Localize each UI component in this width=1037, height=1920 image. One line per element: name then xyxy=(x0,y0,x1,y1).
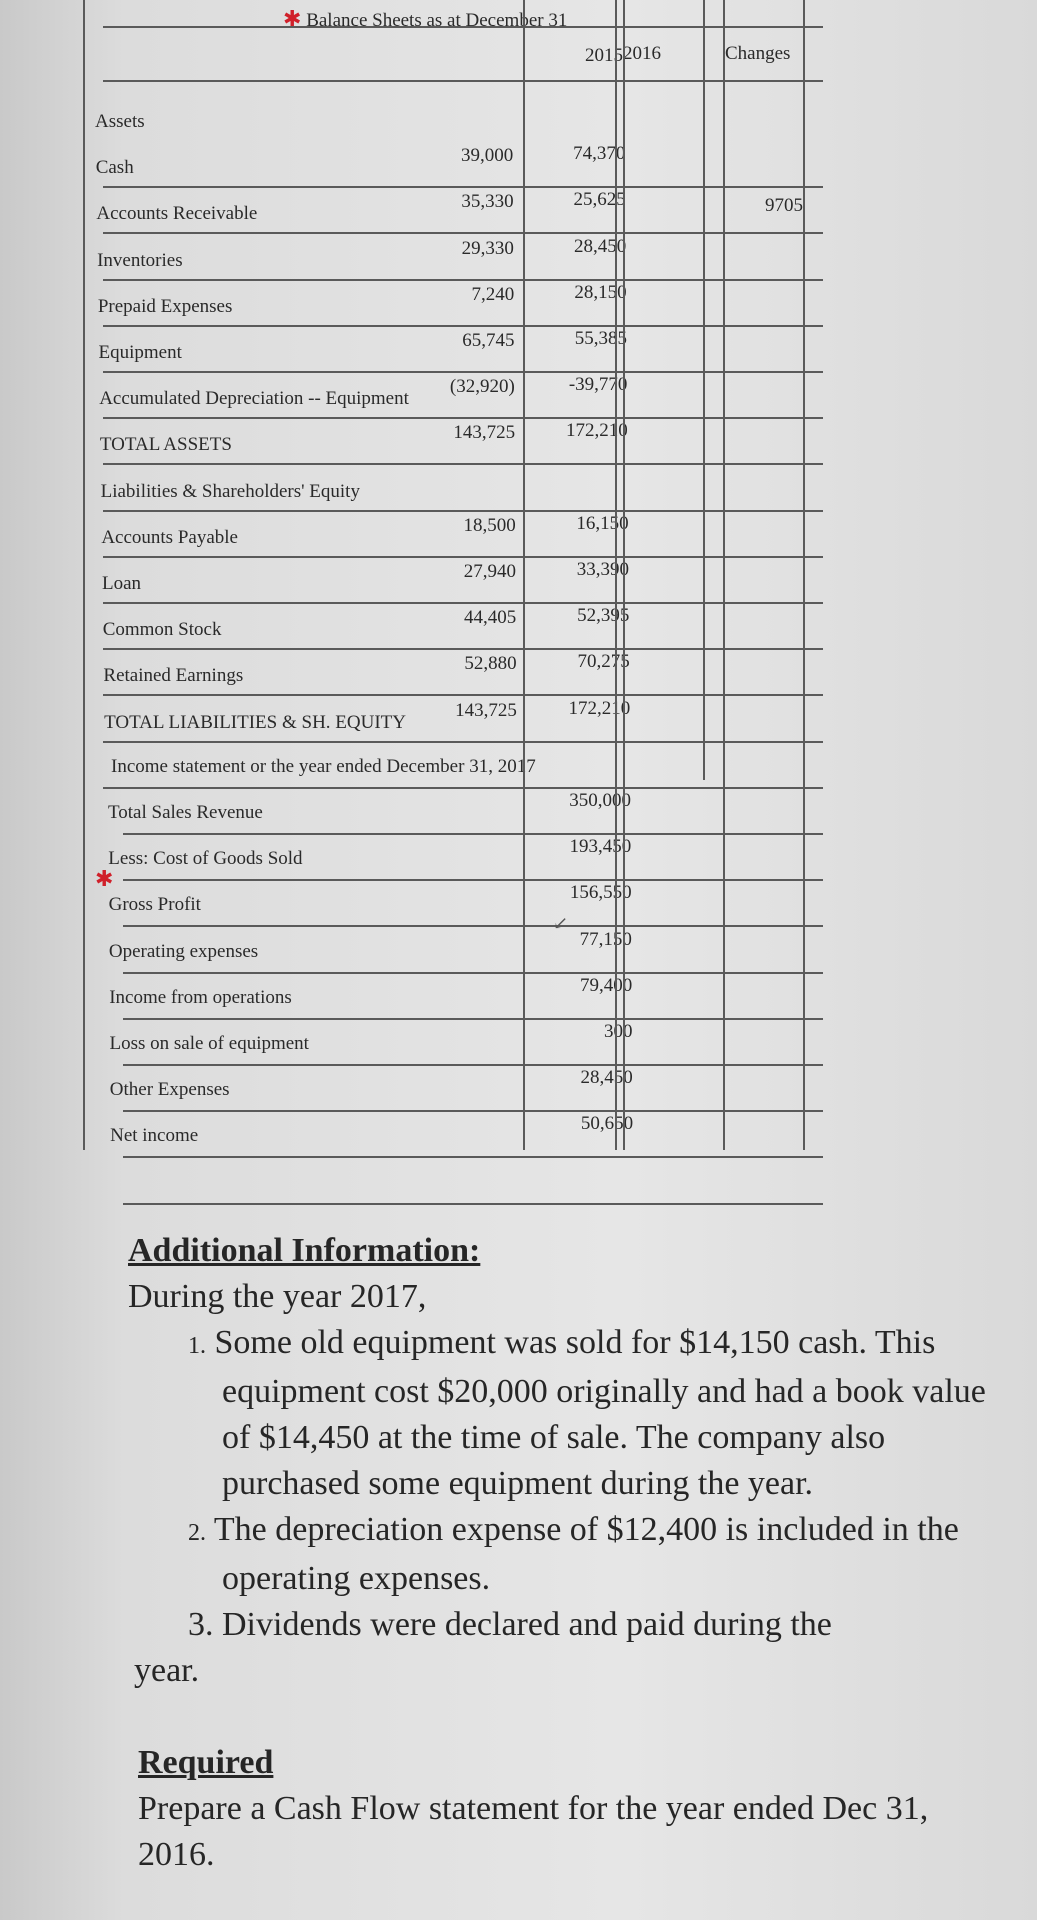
value-2016: 172,210 xyxy=(568,697,631,719)
income-row-value: 300 xyxy=(604,1021,633,1042)
col-header-changes: Changes xyxy=(725,43,791,64)
value-2016: 16,150 xyxy=(576,512,629,534)
value-2015: 143,725 xyxy=(453,422,516,444)
grid-hline xyxy=(123,1064,823,1066)
additional-info-heading: Additional Information: xyxy=(128,1232,481,1269)
table-row-label: Accounts Payable xyxy=(101,526,238,548)
value-change: 9705 xyxy=(765,195,803,217)
grid-hline xyxy=(103,26,823,28)
income-row-label: Income from operations xyxy=(109,986,292,1008)
income-row-label: Total Sales Revenue xyxy=(108,802,263,823)
info-item-3: 3. Dividends were declared and paid during the xyxy=(188,1606,832,1643)
grid-hline xyxy=(123,925,823,927)
grid-hline xyxy=(103,556,823,558)
income-row-label: Loss on sale of equipment xyxy=(109,1033,309,1054)
grid-vline xyxy=(703,0,705,780)
value-2016: 172,210 xyxy=(566,420,628,442)
grid-hline xyxy=(123,879,823,881)
value-2015: 143,725 xyxy=(455,699,517,721)
info-item-1: 1. Some old equipment was sold for $14,150 cash. This equipment cost $20,000 originally and had a book value of $14,450 at the time of sale. The company also purchased some equipment during the year. xyxy=(188,1324,986,1502)
value-2015: (32,920) xyxy=(449,376,515,398)
grid-vline xyxy=(615,0,617,1150)
grid-hline xyxy=(103,371,823,373)
grid-hline xyxy=(103,279,823,281)
table-row-label: TOTAL LIABILITIES & SH. EQUITY xyxy=(104,711,406,733)
grid-hline xyxy=(103,325,823,327)
col-header-2016: 2016 xyxy=(623,43,661,64)
grid-hline xyxy=(123,1156,823,1158)
additional-information xyxy=(128,1228,1008,1878)
table-row-label: Inventories xyxy=(97,249,183,271)
grid-hline xyxy=(103,417,823,419)
value-2015: 39,000 xyxy=(461,145,514,167)
grid-hline xyxy=(103,602,823,604)
income-row-value: 193,450 xyxy=(569,836,632,858)
col-header-2015: 2015 xyxy=(585,45,623,66)
required-heading: Required xyxy=(138,1744,274,1781)
grid-vline xyxy=(723,0,725,1150)
pen-mark-icon: ↙ xyxy=(553,913,569,933)
grid-hline xyxy=(103,648,823,650)
grid-vline xyxy=(83,0,85,1150)
income-row-label: Other Expenses xyxy=(109,1079,230,1101)
table-row-label: Loan xyxy=(102,573,142,594)
value-2016: 52,395 xyxy=(577,605,630,627)
grid-hline xyxy=(103,787,823,789)
grid-vline xyxy=(623,0,625,1150)
grid-hline xyxy=(123,1110,823,1112)
additional-info-intro: During the year 2017, xyxy=(128,1278,427,1315)
income-row-value: 50,650 xyxy=(580,1113,634,1135)
income-row-label: Operating expenses xyxy=(108,940,259,962)
table-title: ✱ Balance Sheets as at December 31 xyxy=(283,6,568,31)
grid-hline xyxy=(103,232,823,234)
value-2016: 25,625 xyxy=(573,189,626,211)
grid-hline xyxy=(123,972,823,974)
value-2015: 65,745 xyxy=(462,330,515,351)
income-row-value: 79,400 xyxy=(579,974,633,996)
income-row-value: 77,150 xyxy=(579,928,632,950)
value-2016: 28,150 xyxy=(574,281,627,303)
table-row-label: Prepaid Expenses xyxy=(97,295,233,317)
grid-vline xyxy=(803,0,805,1150)
value-2016: 74,370 xyxy=(573,143,626,165)
grid-hline xyxy=(123,1203,823,1205)
value-2016: 28,450 xyxy=(573,235,627,257)
table-row-label: Assets xyxy=(95,111,145,132)
value-2015: 35,330 xyxy=(461,191,514,213)
table-row-label: Cash xyxy=(95,157,134,179)
info-trailing-text: year. xyxy=(134,1652,200,1689)
income-row-value: 28,450 xyxy=(580,1067,633,1089)
grid-hline xyxy=(123,1018,823,1020)
table-row-label: TOTAL ASSETS xyxy=(99,434,232,456)
value-2016: 55,385 xyxy=(574,328,627,349)
grid-hline xyxy=(103,694,823,696)
value-2015: 29,330 xyxy=(461,237,514,259)
grid-hline xyxy=(103,80,823,82)
value-2015: 18,500 xyxy=(463,514,516,536)
value-2016: -39,770 xyxy=(568,374,628,396)
grid-vline xyxy=(523,0,525,1150)
required-text: Prepare a Cash Flow statement for the year ended Dec 31, 2016. xyxy=(138,1790,929,1873)
table-row-label: Liabilities & Shareholders' Equity xyxy=(100,480,360,502)
value-2015: 44,405 xyxy=(464,607,517,629)
table-row-label: Accumulated Depreciation -- Equipment xyxy=(99,388,409,410)
grid-hline xyxy=(123,833,823,835)
balance-sheet-table xyxy=(95,0,823,1150)
income-statement-title: Income statement or the year ended December 31, 2017 xyxy=(111,755,536,777)
value-2015: 52,880 xyxy=(464,653,517,675)
income-row-value: 156,550 xyxy=(569,882,632,904)
income-row-label: Net income xyxy=(110,1125,199,1147)
info-item-2: 2. The depreciation expense of $12,400 is included in the operating expenses. xyxy=(188,1511,959,1597)
grid-hline xyxy=(103,186,823,188)
grid-hline xyxy=(103,510,823,512)
value-2015: 27,940 xyxy=(463,561,516,582)
value-2016: 70,275 xyxy=(577,651,630,673)
red-star-icon: ✱ xyxy=(283,6,302,31)
table-row-label: Common Stock xyxy=(102,619,222,641)
table-row-label: Accounts Receivable xyxy=(96,203,258,225)
value-2016: 33,390 xyxy=(576,559,629,580)
grid-hline xyxy=(103,463,823,465)
income-row-label: Gross Profit xyxy=(108,894,201,916)
value-2015: 7,240 xyxy=(471,283,515,305)
income-row-value: 350,000 xyxy=(569,790,631,811)
table-row-label: Equipment xyxy=(98,342,182,363)
table-row-label: Retained Earnings xyxy=(103,665,244,687)
income-row-label: Less: Cost of Goods Sold xyxy=(108,848,303,870)
red-star-mark-icon: ✱ xyxy=(95,866,114,891)
grid-hline xyxy=(103,741,823,743)
